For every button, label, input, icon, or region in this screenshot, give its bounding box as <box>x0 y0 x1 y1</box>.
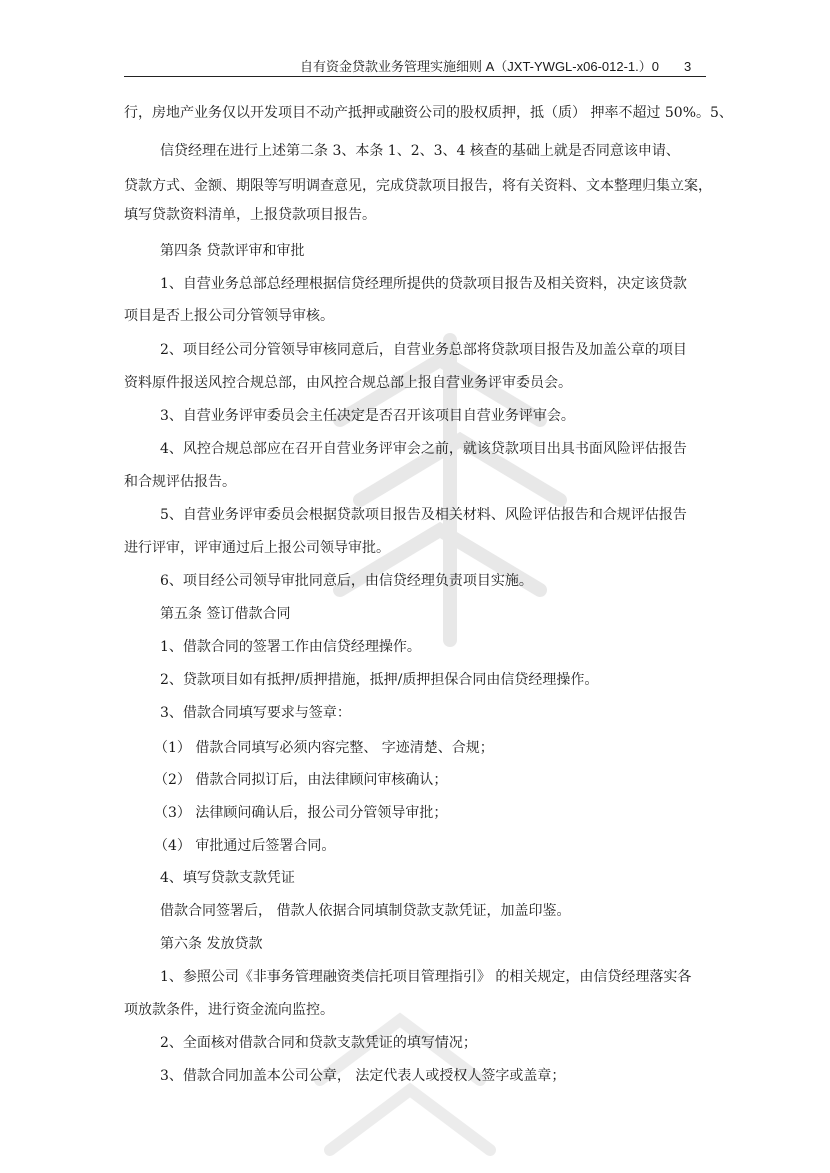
list-item: （4） 审批通过后签署合同。 <box>154 838 336 854</box>
header-title: 自有资金贷款业务管理实施细则 A（JXT-YWGL-x06-012-1.）0 <box>300 59 659 74</box>
list-item: （2） 借款合同拟订后，由法律顾问审核确认； <box>154 772 448 788</box>
body-line: 进行评审，评审通过后上报公司领导审批。 <box>124 540 390 556</box>
body-line: 1、参照公司《非事务管理融资类信托项目管理指引》 的相关规定，由信贷经理落实各 <box>160 969 692 985</box>
body-line: 项目是否上报公司分管领导审核。 <box>124 308 334 324</box>
body-line: 和合规评估报告。 <box>124 474 236 490</box>
body-line: 贷款方式、金额、期限等写明调查意见，完成贷款项目报告，将有关资料、文本整理归集立案， <box>124 178 712 194</box>
section-heading: 第五条 签订借款合同 <box>160 606 291 622</box>
page-number: 3 <box>684 59 692 74</box>
body-line: 2、项目经公司分管领导审核同意后，自营业务总部将贷款项目报告及加盖公章的项目 <box>160 342 687 358</box>
body-line: 项放款条件，进行资金流向监控。 <box>124 1002 334 1018</box>
body-line: 行，房地产业务仅以开发项目不动产抵押或融资公司的股权质押，抵（质） 押率不超过 50%。5、 <box>124 105 733 121</box>
body-line: 1、自营业务总部总经理根据信贷经理所提供的贷款项目报告及相关资料，决定该贷款 <box>160 276 687 292</box>
section-heading: 第六条 发放贷款 <box>160 936 263 952</box>
body-line: 2、全面核对借款合同和贷款支款凭证的填写情况； <box>160 1035 477 1051</box>
body-line: 借款合同签署后， 借款人依据合同填制贷款支款凭证，加盖印鉴。 <box>160 903 571 919</box>
list-item: （3） 法律顾问确认后，报公司分管领导审批； <box>154 805 448 821</box>
body-line: 资料原件报送风控合规总部，由风控合规总部上报自营业务评审委员会。 <box>124 375 572 391</box>
page-header <box>124 58 706 77</box>
body-line: 2、贷款项目如有抵押/质押措施，抵押/质押担保合同由信贷经理操作。 <box>160 672 599 688</box>
body-line: 信贷经理在进行上述第二条 3、本条 1、2、3、4 核查的基础上就是否同意该申请、 <box>160 143 680 159</box>
list-item: （1） 借款合同填写必须内容完整、 字迹清楚、合规； <box>154 740 494 756</box>
body-line: 3、借款合同填写要求与签章： <box>160 705 351 721</box>
body-line: 填写贷款资料清单，上报贷款项目报告。 <box>124 207 376 223</box>
body-line: 6、项目经公司领导审批同意后，由信贷经理负责项目实施。 <box>160 573 533 589</box>
section-heading: 第四条 贷款评审和审批 <box>160 243 305 259</box>
body-line: 1、借款合同的签署工作由信贷经理操作。 <box>160 639 421 655</box>
body-line: 3、借款合同加盖本公司公章， 法定代表人或授权人签字或盖章； <box>160 1068 566 1084</box>
body-line: 4、风控合规总部应在召开自营业务评审会之前，就该贷款项目出具书面风险评估报告 <box>160 441 687 457</box>
body-line: 3、自营业务评审委员会主任决定是否召开该项目自营业务评审会。 <box>160 408 575 424</box>
body-line: 4、填写贷款支款凭证 <box>160 870 295 886</box>
body-line: 5、自营业务评审委员会根据贷款项目报告及相关材料、风险评估报告和合规评估报告 <box>160 507 687 523</box>
